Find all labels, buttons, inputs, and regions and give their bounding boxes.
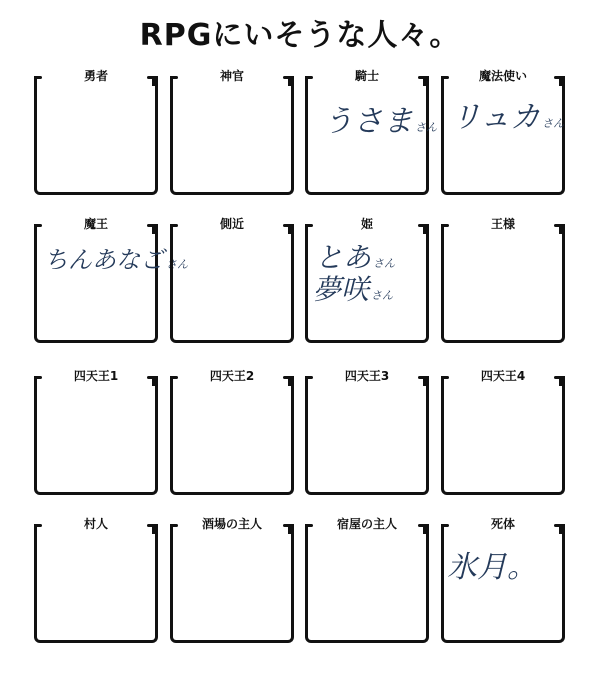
role-label: 騎士	[354, 69, 379, 83]
role-label: 王様	[490, 217, 515, 231]
handwritten-name	[44, 240, 188, 275]
role-frame	[170, 76, 294, 195]
role-cell	[170, 216, 294, 344]
role-label: 四天王1	[73, 369, 119, 383]
role-frame	[34, 76, 158, 195]
role-label: 村人	[83, 517, 108, 531]
role-frame	[441, 376, 565, 495]
handwritten-name	[323, 96, 437, 140]
role-cell	[170, 68, 294, 196]
handwritten-honorific: さん	[166, 258, 188, 271]
handwritten-name-text: ちんあなご	[44, 246, 164, 274]
handwritten-name	[447, 542, 537, 586]
handwritten-name-text: 氷月。	[447, 550, 537, 585]
handwritten-name	[451, 92, 564, 136]
role-frame	[170, 376, 294, 495]
role-cell	[305, 368, 429, 496]
handwritten-honorific: さん	[373, 257, 396, 270]
role-cell	[34, 516, 158, 644]
role-frame	[34, 376, 158, 495]
role-cell	[305, 68, 437, 196]
role-cell	[34, 368, 158, 496]
role-frame	[305, 524, 429, 643]
role-cell	[441, 368, 565, 496]
role-cell	[305, 516, 429, 644]
role-frame	[170, 524, 294, 643]
role-label: 四天王2	[209, 369, 255, 383]
role-label: 神官	[219, 69, 244, 83]
role-label: 側近	[219, 217, 244, 231]
role-label: 死体	[490, 517, 515, 531]
role-cell	[170, 368, 294, 496]
role-cell	[34, 216, 188, 344]
role-cell	[305, 216, 429, 344]
handwritten-name-text: 夢咲	[313, 273, 370, 306]
role-frame	[170, 224, 294, 343]
handwritten-honorific: さん	[415, 121, 437, 134]
role-cell	[170, 516, 294, 644]
role-frame	[305, 376, 429, 495]
role-label: 姫	[360, 217, 373, 231]
role-label: 宿屋の主人	[336, 517, 397, 531]
handwritten-name	[313, 268, 393, 308]
handwritten-name-text: とあ	[315, 241, 372, 274]
role-cell	[34, 68, 158, 196]
role-label: 酒場の主人	[201, 517, 262, 531]
page-title: RPGにいそうな人々。	[139, 18, 461, 53]
role-cell	[441, 68, 565, 196]
role-frame	[441, 224, 565, 343]
role-label: 四天王4	[480, 369, 526, 383]
handwritten-honorific: さん	[542, 117, 565, 130]
role-cell	[441, 216, 565, 344]
handwritten-name-text: リュカ	[451, 100, 541, 135]
role-label: 魔法使い	[478, 69, 527, 83]
role-label: 勇者	[83, 69, 108, 83]
role-frame	[34, 524, 158, 643]
role-label: 四天王3	[344, 369, 390, 383]
role-label: 魔王	[83, 217, 108, 231]
handwritten-name-text: うさま	[323, 104, 413, 139]
role-cell	[441, 516, 565, 644]
handwritten-honorific: さん	[371, 289, 394, 302]
